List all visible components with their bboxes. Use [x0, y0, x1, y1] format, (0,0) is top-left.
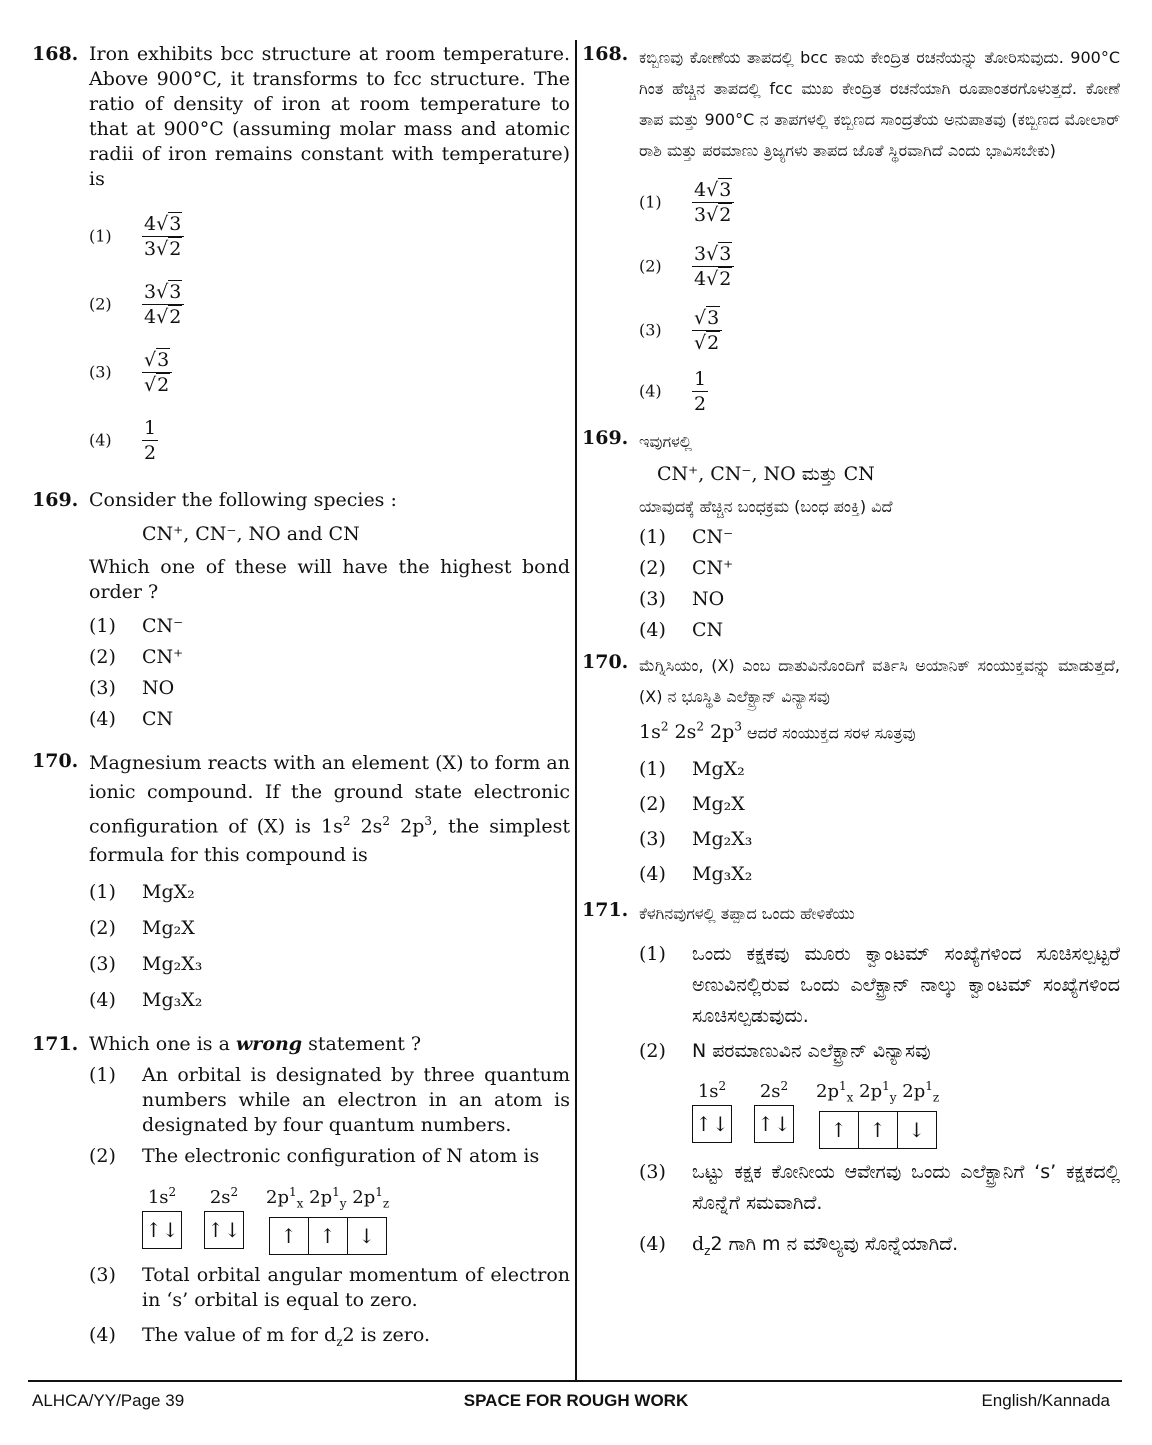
orbital-2s: $2s^2$ ↑↓ [204, 1179, 244, 1255]
option-1: (1) MgX₂ [639, 758, 745, 781]
question-170-en [32, 749, 570, 1018]
option-4: (4) Mg₃X₂ [89, 989, 203, 1012]
fraction: $\frac{4√3}{3√2}$ [142, 213, 184, 260]
option-3: (3) ಒಟ್ಟು ಕಕ್ಷಕ ಕೋನೀಯ ಆವೇಗವು ಒಂದು ಎಲೆಕ್ಟ್ರಾನಿಗೆ ‘s’ ಕಕ್ಷಕದಲ್ಲಿ ಸೊನ್ನೆಗೆ ಸಮವಾಗಿದೆ. [639, 1160, 1120, 1214]
option-2: (2) Mg₂X [639, 793, 745, 816]
question-number: 170. [582, 651, 629, 673]
option-4: (4) $d_z2$ ಗಾಗಿ m ನ ಮೌಲ್ಯವು ಸೊನ್ನೆಯಾಗಿದೆ. [639, 1232, 959, 1258]
option-2: (2) CN⁺ [639, 557, 734, 579]
option-4: (4) $\frac{1}{2}$ [639, 367, 707, 415]
option-3: (3) NO [639, 588, 725, 610]
option-2: (2) Mg₂X [89, 917, 195, 940]
option-label: (4) [89, 430, 112, 450]
option-3: (3) $\frac{√3}{√2}$ [639, 298, 1120, 362]
footer-rule [28, 1380, 1122, 1382]
option-4: (4) The value of m for $d_z2$ is zero. [89, 1323, 430, 1349]
question-number: 171. [582, 899, 629, 922]
orbital-2p: $2p^1_x$ $2p^1_y$ $2p^1_z$ ↑ ↑ ↓ [816, 1073, 939, 1149]
question-text: Which one is a wrong statement ? [89, 1033, 422, 1056]
rough-work-label: SPACE FOR ROUGH WORK [463, 1391, 689, 1410]
orbital-1s: $1s^2$ ↑↓ [692, 1073, 732, 1149]
fraction: $\frac{√3}{√2}$ [142, 349, 172, 396]
question-number: 171. [32, 1033, 79, 1056]
question-number: 169. [32, 489, 79, 511]
species-list: CN⁺, CN⁻, NO ಮತ್ತು CN [657, 463, 875, 485]
orbital-2p: $2p^1_x$ $2p^1_y$ $2p^1_z$ ↑ ↑ ↓ [266, 1179, 389, 1255]
question-number: 168. [32, 43, 79, 65]
option-3 [89, 338, 570, 406]
kannada-column [582, 42, 1120, 1281]
option-1 [89, 202, 570, 270]
species-list: CN⁺, CN⁻, NO and CN [142, 523, 360, 545]
option-2: (2) CN⁺ [89, 646, 184, 668]
option-1: (1) MgX₂ [89, 881, 195, 904]
orbital-diagram [692, 1073, 1120, 1149]
question-168-kn [582, 42, 1120, 420]
option-2: (2) N ಪರಮಾಣುವಿನ ಎಲೆಕ್ಟ್ರಾನ್ ವಿನ್ಯಾಸವು [639, 1040, 931, 1063]
option-2: (2) The electronic configuration of N atom is [89, 1145, 540, 1168]
option-2: (2) $\frac{3√3}{4√2}$ [639, 234, 1120, 298]
option-2 [89, 270, 570, 338]
option-label: (1) [89, 226, 112, 246]
option-1: (1) $\frac{4√3}{3√2}$ [639, 170, 1120, 234]
option-3: (3) Mg₂X₃ [89, 953, 203, 976]
option-1: (1) An orbital is designated by three quantum numbers while an electron in an atom is designated by four quantum numbers. [89, 1064, 570, 1137]
language-label: English/Kannada [981, 1391, 1110, 1410]
option-4: (4) CN [89, 708, 174, 730]
fraction: $\frac{3√3}{4√2}$ [142, 281, 184, 328]
question-169-kn [582, 426, 1120, 646]
orbital-1s: $1s^2$ ↑↓ [142, 1179, 182, 1255]
question-171-kn [582, 898, 1120, 1266]
question-168-en [32, 42, 570, 474]
option-3: (3) Total orbital angular momentum of electron in ‘s’ orbital is equal to zero. [89, 1263, 570, 1311]
option-3: (3) Mg₂X₃ [639, 828, 753, 851]
question-text: Magnesium reacts with an element (X) to form an ionic compound. If the ground state electronic configuration of (X) is $1s^2$ $2s^2$ $2p^3$, the simplest formula for this compound is [89, 752, 570, 867]
question-text: Iron exhibits bcc structure at room temperature. Above 900°C, it transforms to fcc structure. The ratio of density of iron at room temperature to that at 900°C (assuming molar mass and atomic radii of iron remains constant with temperature) is [89, 43, 570, 190]
option-1: (1) ಒಂದು ಕಕ್ಷಕವು ಮೂರು ಕ್ವಾಂಟಮ್ ಸಂಖ್ಯೆಗಳಿಂದ ಸೂಚಿಸಲ್ಪಟ್ಟರೆ ಅಣುವಿನಲ್ಲಿರುವ ಒಂದು ಎಲೆಕ್ಟ್ರಾನ್ ನಾಲ್ಕು ಕ್ವಾಂಟಮ್ ಸಂಖ್ಯೆಗಳಿಂದ ಸೂಚಿಸಲ್ಪಡುವುದು. [639, 943, 1120, 1028]
english-column [32, 42, 570, 1369]
option-4: (4) Mg₃X₂ [639, 863, 753, 886]
question-number: 170. [32, 750, 79, 772]
question-number: 169. [582, 427, 629, 449]
question-169-en [32, 488, 570, 735]
option-4 [89, 406, 570, 474]
column-divider [575, 40, 577, 1380]
orbital-diagram [142, 1179, 570, 1255]
question-text: ಯಾವುದಕ್ಕೆ ಹೆಚ್ಚಿನ ಬಂಧಕ್ರಮ (ಬಂಧ ಪಂಕ್ತಿ) ವಿದೆ [639, 497, 893, 516]
fraction: $\frac{1}{2}$ [144, 416, 157, 464]
page-id: ALHCA/YY/Page 39 [32, 1391, 185, 1410]
question-171-en [32, 1032, 570, 1354]
question-number: 168. [582, 43, 629, 65]
question-text: ಕೆಳಗಿನವುಗಳಲ್ಲಿ ತಪ್ಪಾದ ಒಂದು ಹೇಳಿಕೆಯು [639, 904, 855, 924]
question-170-kn [582, 650, 1120, 892]
option-1: (1) CN⁻ [89, 615, 184, 637]
orbital-2s: $2s^2$ ↑↓ [754, 1073, 794, 1149]
question-text: Which one of these will have the highest bond order ? [89, 556, 570, 603]
question-intro: Consider the following species : [89, 489, 397, 511]
option-4: (4) CN [639, 619, 724, 641]
option-label: (3) [89, 362, 112, 382]
question-text: ಕಬ್ಬಿಣವು ಕೋಣೆಯ ತಾಪದಲ್ಲಿ bcc ಕಾಯ ಕೇಂದ್ರಿತ ರಚನೆಯನ್ನು ತೋರಿಸುವುದು. 900°C ಗಿಂತ ಹೆಚ್ಚಿನ ತಾಪದಲ್ಲಿ fcc ಮುಖ ಕೇಂದ್ರಿತ ರಚನೆಯಾಗಿ ರೂಪಾಂತರಗೊಳುತ್ತದೆ. ಕೋಣೆ ತಾಪ ಮತ್ತು 900°C ನ ತಾಪಗಳಲ್ಲಿ ಕಬ್ಬಿಣದ ಸಾಂದ್ರತೆಯ ಅನುಪಾತವು (ಕಬ್ಬಿಣದ ಮೋಲಾರ್ ರಾಶಿ ಮತ್ತು ಪರಮಾಣು ತ್ರಿಜ್ಯಗಳು ತಾಪದ ಜೊತೆ ಸ್ಥಿರವಾಗಿದೆ ಎಂದು ಭಾವಿಸಬೇಕು) [639, 48, 1120, 160]
option-label: (2) [89, 294, 112, 314]
question-text: ಮೆಗ್ನಿಸಿಯಂ, (X) ಎಂಬ ದಾತುವಿನೊಂದಿಗೆ ವರ್ತಿಸಿ ಅಯಾನಿಕ್ ಸಂಯುಕ್ತವನ್ನು ಮಾಡುತ್ತದೆ, (X) ನ ಭೂಸ್ಥಿತಿ ಎಲೆಕ್ಟ್ರಾನ್ ವಿನ್ಯಾಸವು $1s^2$ $2s^2$ $2p^3$ ಆದರೆ ಸಂಯುಕ್ತದ ಸರಳ ಸೂತ್ರವು [639, 656, 1120, 744]
option-3: (3) NO [89, 677, 175, 699]
option-1: (1) CN⁻ [639, 526, 734, 548]
question-intro: ಇವುಗಳಲ್ಲಿ [639, 432, 692, 451]
